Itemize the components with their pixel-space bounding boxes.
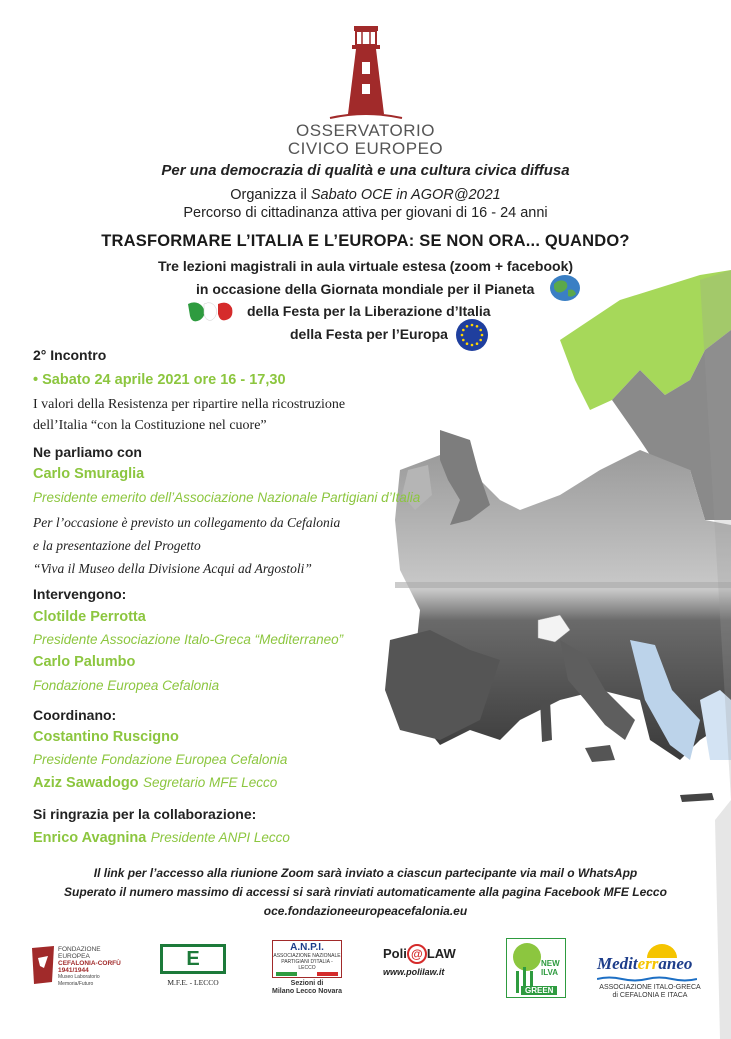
ringraziamenti-row xyxy=(33,829,290,847)
tagline: Per una democrazia di qualità e una cultura civica diffusa xyxy=(161,162,570,179)
polilaw-part-c: LAW xyxy=(426,946,456,961)
tre-lezioni-line: Tre lezioni magistrali in aula virtuale estesa (zoom + facebook) xyxy=(157,258,574,274)
oce-logo xyxy=(0,22,731,158)
organizza-prefix: Organizza il xyxy=(230,187,311,203)
logo-line2: CIVICO EUROPEO xyxy=(287,139,444,158)
incontro-title: 2° Incontro xyxy=(33,347,107,363)
wave-icon xyxy=(597,976,697,982)
mediterraneo-logo-text xyxy=(597,954,692,974)
coordinano-role-2: Segretario MFE Lecco xyxy=(143,775,278,790)
note-line-1: Per l’occasione è previsto un collegamento da Cefalonia xyxy=(33,515,341,530)
anpi-caption-2: Milano Lecco Novara xyxy=(271,988,343,995)
mfe-logo-box xyxy=(160,944,226,974)
occasione-line xyxy=(196,281,596,297)
ringraziamenti-name: Enrico Avagnina xyxy=(33,830,147,846)
medit-caption-1: ASSOCIAZIONE ITALO-GRECA xyxy=(599,984,701,991)
coordinano-name-2: Aziz Sawadogo xyxy=(33,775,139,791)
polilaw-part-a: Poli xyxy=(383,946,407,961)
logo-line1: OSSERVATORIO xyxy=(296,121,435,140)
incontro-desc-1: I valori della Resistenza per ripartire nella ricostruzione xyxy=(33,397,346,412)
eu-flag-icon xyxy=(455,318,489,352)
festa-liberazione-line: della Festa per la Liberazione d’Italia xyxy=(247,303,491,319)
anpi-flag-stripe xyxy=(276,972,338,976)
anpi-sub-2: PARTIGIANI D'ITALIA - LECCO xyxy=(281,959,333,971)
cefalonia-line-3: CEFALONIA-CORFÙ xyxy=(58,960,121,967)
medit-part-c: aneo xyxy=(658,954,693,973)
organizza-event: Sabato OCE in AGOR@2021 xyxy=(310,187,501,203)
cefalonia-line-5: Museo Laboratorio Memoria/Futuro xyxy=(58,974,100,987)
sponsor-polilaw[interactable] xyxy=(383,944,463,984)
intervengono-name-1: Clotilde Perrotta xyxy=(33,609,146,625)
polilaw-url: www.polilaw.it xyxy=(383,967,445,977)
silva-line-3: GREEN xyxy=(521,986,557,995)
lighthouse-icon xyxy=(326,22,406,122)
page-title: TRASFORMARE L’ITALIA E L’EUROPA: SE NON ORA... QUANDO? xyxy=(101,232,630,250)
polilaw-logo xyxy=(383,944,463,964)
medit-part-b: err xyxy=(637,954,659,973)
ringraziamenti-role: Presidente ANPI Lecco xyxy=(150,830,290,845)
intervengono-role-2: Fondazione Europea Cefalonia xyxy=(33,678,220,693)
note-line-2: e la presentazione del Progetto xyxy=(33,538,201,553)
incontro-desc-2: dell’Italia “con la Costituzione nel cuore” xyxy=(33,418,267,433)
medit-part-a: Medit xyxy=(597,954,638,973)
silva-line-1: NEW xyxy=(541,959,560,968)
ne-parliamo-label: Ne parliamo con xyxy=(33,444,142,460)
percorso-line: Percorso di cittadinanza attiva per giovani di 16 - 24 anni xyxy=(183,205,548,221)
footer-line-2: Superato il numero massimo di accessi si sarà rinviati automaticamente alla pagina Facebook MFE Lecco xyxy=(64,885,667,899)
incontro-date: • Sabato 24 aprile 2021 ore 16 - 17,30 xyxy=(33,372,286,388)
sponsor-mediterraneo[interactable] xyxy=(595,944,705,999)
cefalonia-line-4: 1941/1944 xyxy=(58,967,89,974)
silva-text xyxy=(541,959,560,977)
sponsor-fondazione-cefalonia[interactable] xyxy=(30,942,130,992)
coordinano-role-1: Presidente Fondazione Europea Cefalonia xyxy=(33,752,288,767)
footer-line-1: Il link per l’accesso alla riunione Zoom sarà inviato a ciascun partecipante via mail o WhatsApp xyxy=(93,866,638,880)
intervengono-name-2: Carlo Palumbo xyxy=(33,654,136,670)
anpi-caption-1: Sezioni di xyxy=(290,980,324,987)
italian-flag-icon xyxy=(186,300,242,324)
medit-caption-2: di CEFALONIA E ITACA xyxy=(612,992,688,999)
occasione-text: in occasione della Giornata mondiale per il Pianeta xyxy=(196,281,535,297)
coordinano-row-2 xyxy=(33,774,277,792)
cefalonia-line-2: EUROPEA xyxy=(58,953,90,960)
sponsor-silva-green[interactable] xyxy=(506,938,566,998)
mfe-caption: M.F.E. - LECCO xyxy=(167,978,219,987)
speaker-role: Presidente emerito dell’Associazione Nazionale Partigiani d’Italia xyxy=(33,490,421,505)
note-line-3: “Viva il Museo della Divisione Acqui ad Argostoli” xyxy=(33,561,312,576)
mfe-logo-letter: E xyxy=(186,947,200,970)
cefalonia-text xyxy=(58,946,130,988)
globe-icon xyxy=(548,274,582,302)
polilaw-at-icon: @ xyxy=(407,944,427,964)
anpi-title: A.N.P.I. xyxy=(290,942,324,953)
cefalonia-line-1: FONDAZIONE xyxy=(58,946,101,953)
coordinano-label: Coordinano: xyxy=(33,707,117,723)
ringraziamenti-label: Si ringrazia per la collaborazione: xyxy=(33,806,257,822)
anpi-logo-box xyxy=(272,940,342,978)
silva-line-2: ILVA xyxy=(541,968,559,977)
intervengono-role-1: Presidente Associazione Italo-Greca “Mediterraneo” xyxy=(33,632,344,647)
intervengono-label: Intervengono: xyxy=(33,586,127,602)
organizza-line xyxy=(0,187,731,203)
sponsor-anpi[interactable] xyxy=(268,940,346,1000)
footer-website-link[interactable]: oce.fondazioneeuropeacefalonia.eu xyxy=(263,904,468,918)
cefalonia-logo-icon xyxy=(30,944,56,986)
sponsor-mfe-lecco[interactable] xyxy=(158,944,228,990)
coordinano-name-1: Costantino Ruscigno xyxy=(33,729,179,745)
speaker-name: Carlo Smuraglia xyxy=(33,466,145,482)
festa-europa-line: della Festa per l’Europa xyxy=(290,326,448,342)
anpi-sub-1: ASSOCIAZIONE NAZIONALE xyxy=(273,953,341,959)
